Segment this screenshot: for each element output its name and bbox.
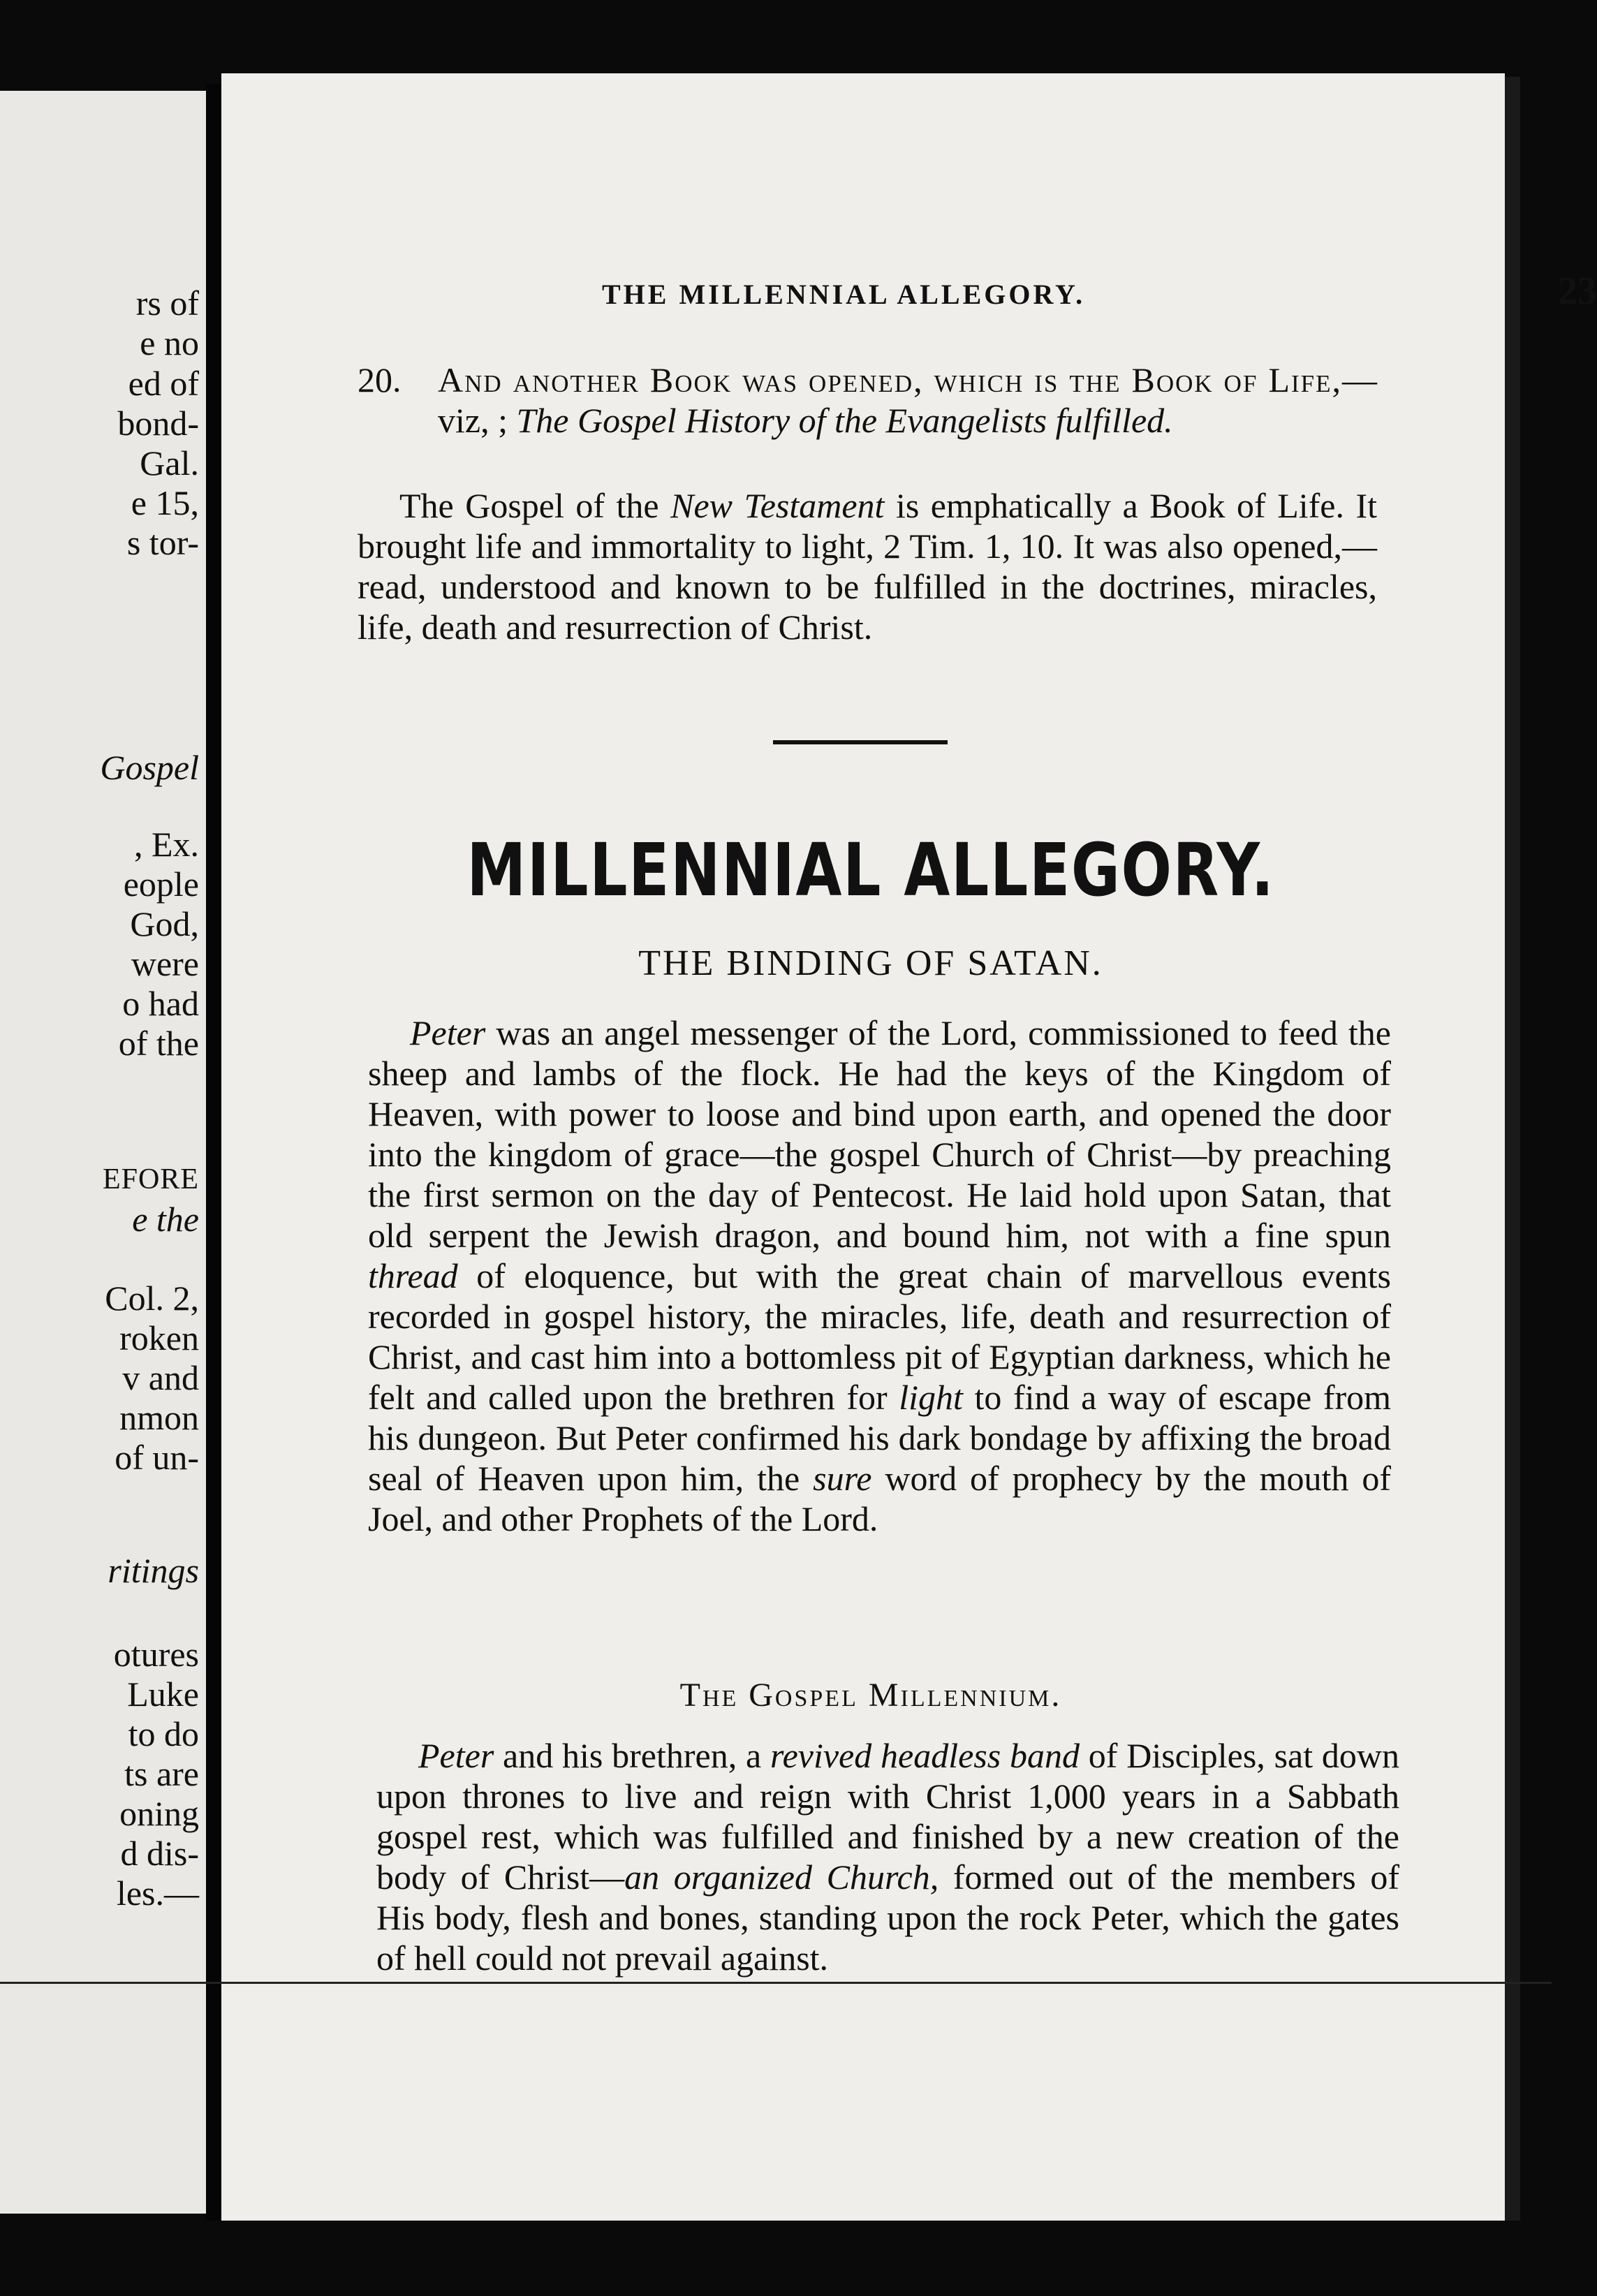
verse-20 — [358, 360, 1377, 441]
left-page-fragment-line: e the — [132, 1200, 199, 1239]
page-edge — [1505, 77, 1520, 2221]
left-page-fragment-line: e 15, — [131, 483, 199, 522]
left-page-fragment-line: God, — [130, 904, 199, 943]
left-page-fragment-line: ed of — [128, 364, 199, 403]
verse-after: —viz, ; — [438, 360, 1377, 440]
left-page-fragment-line: nmon — [119, 1398, 199, 1437]
left-page-fragment-line: , Ex. — [133, 825, 199, 864]
book-spine — [206, 84, 221, 2221]
p2-text-a: Peter — [410, 1013, 486, 1052]
p2-text-d: of eloquence, but with the great chain of marvellous events recorded in gospel history, the miracles, life, death and resurrection of Christ, and cast him into a bottomless pit of Egyptian darkness, which he felt and called upon the brethren for — [368, 1256, 1391, 1417]
left-page-fragment-line: otures — [113, 1635, 199, 1674]
left-page-fragment-line: EFORE — [102, 1163, 199, 1195]
scan-artifact-line — [0, 1982, 1552, 1984]
p1-text-b: New Testament — [670, 486, 885, 525]
left-page-fragment-line: rs of — [135, 284, 199, 323]
left-page-fragment-line: les.— — [116, 1874, 199, 1913]
p3-text-b: and his brethren, a — [494, 1736, 770, 1775]
section-divider — [773, 740, 948, 744]
p3-text-a: Peter — [418, 1736, 494, 1775]
left-page-fragment-line: v and — [122, 1358, 199, 1397]
p1-text-a: The Gospel of the — [399, 486, 671, 525]
p3-text-c: revived headless band — [770, 1736, 1080, 1775]
left-page-fragment-line: to do — [128, 1714, 199, 1753]
p2-text-b: was an angel messenger of the Lord, commissioned to feed the sheep and lambs of the flock. He had the keys of the Kingdom of Heaven, with power to loose and bind upon earth, and opened the door into the kingdom of grace—the gospel Church of Christ—by preaching the first sermon on the day of Pentecost. He laid hold upon Satan, that old serpent the Jewish dragon, and bound him, not with a fine spun — [368, 1013, 1391, 1255]
left-page-fragment-line: were — [131, 944, 199, 983]
left-page-fragment-line: s tor- — [126, 523, 199, 562]
left-page-fragment-line: o had — [122, 984, 199, 1023]
paragraph-gospel-book-of-life — [358, 485, 1377, 647]
p2-text-e: light — [899, 1378, 963, 1417]
left-page-fragment-line: d dis- — [120, 1834, 199, 1873]
left-page-fragment-line: Col. 2, — [105, 1279, 199, 1318]
left-page-fragment-line: e no — [140, 323, 199, 362]
paragraph-binding-of-satan — [368, 1013, 1391, 1539]
p3-text-d: of Disciples, sat down upon thrones to live and reign with Christ 1,000 years in a Sabbath gospel rest, which was fulfilled and finished by a new creation of the body of Christ— — [376, 1736, 1399, 1897]
subheading-gospel-millennium: The Gospel Millennium. — [679, 1677, 1062, 1714]
left-page-fragment-line: eople — [123, 864, 199, 904]
page-number: 23 — [1558, 270, 1597, 313]
left-page-fragment-line: ts are — [124, 1754, 199, 1793]
p2-text-h: word of prophecy by the mouth of Joel, and other Prophets of the Lord. — [368, 1459, 1392, 1538]
running-title: THE MILLENNIAL ALLEGORY. — [602, 279, 1086, 310]
p1-text-c: is emphatically a Book of Life. It brought life and immortality to light, 2 Tim. 1, 10. It was also opened,—read, understood and known to be fulfilled in the doctrines, miracles, life, death and resurrection of Christ. — [358, 486, 1378, 647]
text-layer — [221, 73, 1505, 2221]
p3-text-e: an organized Church, — [624, 1857, 939, 1897]
left-page-fragment-line: ritings — [108, 1551, 199, 1590]
left-page-fragment-line: Gal. — [140, 443, 199, 483]
left-page-fragment-line: of the — [118, 1024, 199, 1063]
left-page-fragment-line: oning — [119, 1794, 199, 1833]
left-page-fragment-line: roken — [119, 1318, 199, 1357]
p2-text-c: thread — [368, 1256, 458, 1295]
p2-text-g: sure — [813, 1459, 872, 1498]
verse-italic: The Gospel History of the Evangelists fulfilled. — [516, 401, 1173, 440]
left-page-fragment-line: Gospel — [100, 748, 199, 787]
left-page-fragment — [0, 91, 206, 2214]
left-page-fragment-line: bond- — [117, 404, 199, 443]
left-page-fragment-line: of un- — [115, 1438, 199, 1477]
verse-number: 20. — [358, 360, 402, 399]
paragraph-gospel-millennium — [376, 1735, 1399, 1978]
subheading-binding-of-satan: THE BINDING OF SATAN. — [638, 943, 1103, 983]
chapter-title: MILLENNIAL ALLEGORY. — [466, 827, 1275, 913]
verse-smallcaps: And another Book was opened, which is the Book of Life, — [438, 360, 1342, 399]
p2-text-f: to find a way of escape from his dungeon. But Peter confirmed his dark bondage by affixing the broad seal of Heaven upon him, the — [368, 1378, 1392, 1498]
left-page-fragment-line: Luke — [127, 1675, 199, 1714]
verse-20-text — [358, 360, 1377, 441]
p3-text-f: formed out of the members of His body, flesh and bones, standing upon the rock Peter, which the gates of hell could not prevail against. — [376, 1857, 1399, 1978]
